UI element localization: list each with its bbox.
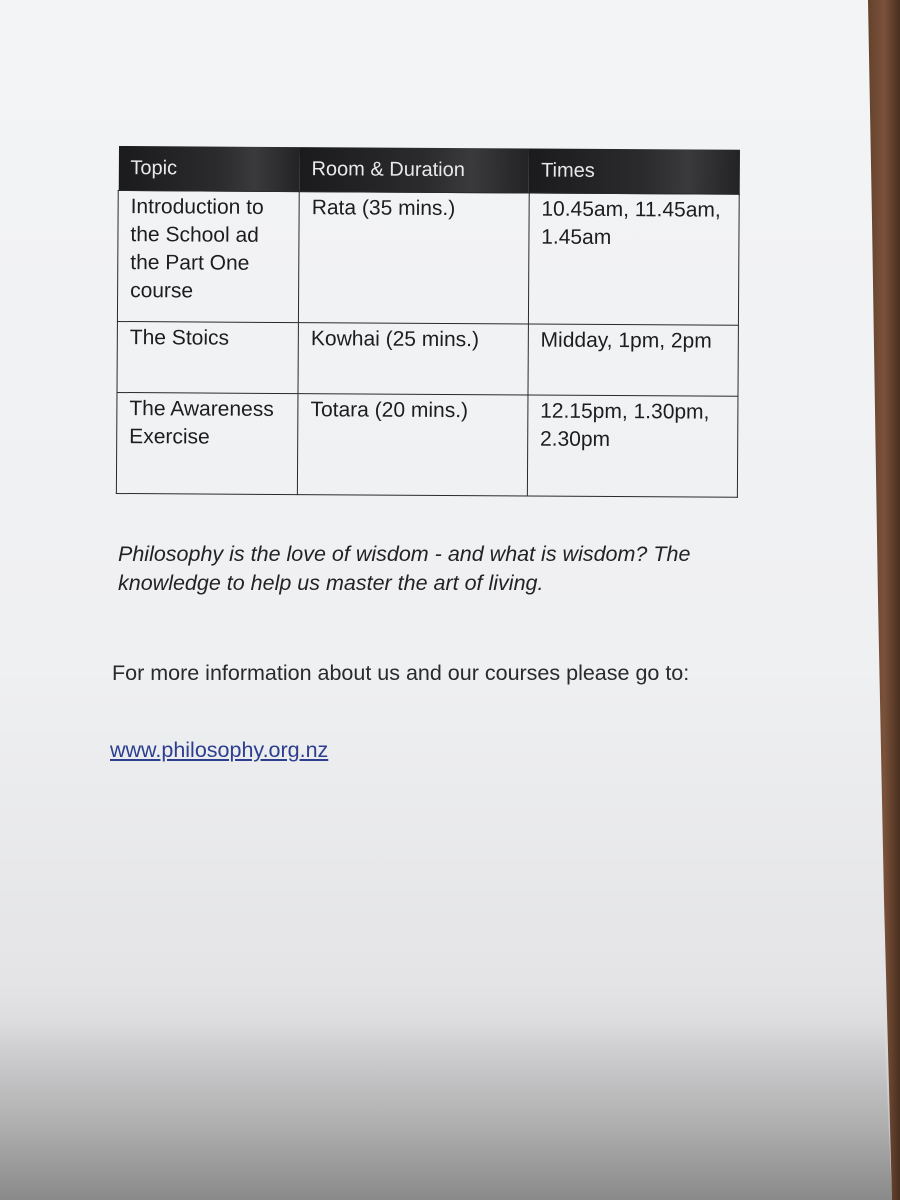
philosophy-quote: Philosophy is the love of wisdom - and what is wisdom? The knowledge to help us master the art of living. [118,542,691,595]
topic-cell: The Stoics [117,321,299,393]
table-row [117,191,739,326]
more-info-text: For more information about us and our courses please go to: [112,661,690,685]
times-cell: 10.45am, 11.45am, 1.45am [528,193,739,325]
times-cell: 12.15pm, 1.30pm, 2.30pm [527,395,738,497]
header-room-duration: Room & Duration [299,147,529,193]
table-header [118,146,739,194]
room-cell: Totara (20 mins.) [297,394,527,496]
schedule-table [116,146,740,498]
table-row [117,321,738,396]
header-times: Times [529,149,740,195]
table-row [116,392,738,497]
table-body [116,191,739,498]
room-cell: Rata (35 mins.) [299,192,529,324]
header-row [118,146,739,194]
topic-cell: Introduction to the School ad the Part One course [117,191,299,323]
website-link[interactable]: www.philosophy.org.nz [110,738,329,762]
times-cell: Midday, 1pm, 2pm [528,324,739,396]
topic-cell: The Awareness Exercise [116,392,298,494]
room-cell: Kowhai (25 mins.) [298,323,528,395]
header-topic: Topic [118,146,299,192]
shadow-overlay [0,1020,900,1200]
